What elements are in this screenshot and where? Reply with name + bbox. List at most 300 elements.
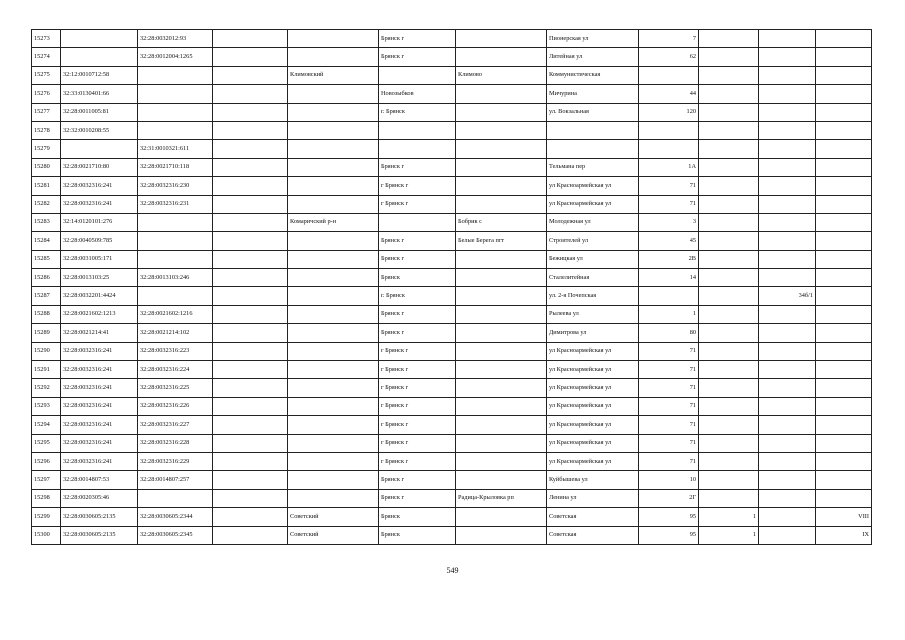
settlement-cell [456,103,547,121]
room-number-cell [816,30,872,48]
building-cadastral-number-cell [138,121,213,139]
table-row [32,103,872,121]
room-number-cell [816,250,872,268]
table-row [32,232,872,250]
row-number-cell: 15292 [32,379,61,397]
city-cell: Брянск г [379,305,456,323]
table-row [32,361,872,379]
city-cell [379,121,456,139]
extra-number-cell [213,434,288,452]
city-cell: Брянск г [379,158,456,176]
table-row [32,305,872,323]
extra-number-cell [213,397,288,415]
row-number-cell: 15279 [32,140,61,158]
settlement-cell: Климово [456,66,547,84]
city-cell: Новозыбков [379,85,456,103]
settlement-cell: Бобрик с [456,213,547,231]
district-cell [288,397,379,415]
district-cell [288,379,379,397]
district-cell [288,342,379,360]
letter-cell [759,452,816,470]
letter-cell [759,434,816,452]
building-number-cell [699,452,759,470]
settlement-cell [456,324,547,342]
table-row [32,324,872,342]
row-number-cell: 15278 [32,121,61,139]
building-number-cell [699,342,759,360]
letter-cell [759,140,816,158]
cadastral-number-cell: 32:28:0011005:81 [61,103,138,121]
settlement-cell [456,158,547,176]
city-cell: Брянск г [379,232,456,250]
extra-number-cell [213,140,288,158]
cadastral-number-cell: 32:28:0021214:41 [61,324,138,342]
table-row [32,397,872,415]
building-cadastral-number-cell [138,489,213,507]
extra-number-cell [213,287,288,305]
city-cell: Брянск г [379,250,456,268]
city-cell: г Брянск г [379,434,456,452]
table-row [32,416,872,434]
letter-cell [759,342,816,360]
settlement-cell: Радица-Крыловка рп [456,489,547,507]
cadastral-number-cell: 32:28:0014807:53 [61,471,138,489]
room-number-cell [816,489,872,507]
district-cell [288,434,379,452]
district-cell [288,305,379,323]
district-cell [288,471,379,489]
letter-cell [759,489,816,507]
row-number-cell: 15282 [32,195,61,213]
letter-cell [759,397,816,415]
row-number-cell: 15275 [32,66,61,84]
letter-cell [759,232,816,250]
table-row [32,213,872,231]
building-number-cell [699,471,759,489]
row-number-cell: 15290 [32,342,61,360]
building-number-cell [699,195,759,213]
building-number-cell [699,121,759,139]
house-number-cell: 71 [639,342,699,360]
house-number-cell [639,140,699,158]
building-cadastral-number-cell [138,213,213,231]
building-number-cell: 1 [699,526,759,544]
settlement-cell [456,85,547,103]
row-number-cell: 15299 [32,508,61,526]
settlement-cell [456,434,547,452]
building-cadastral-number-cell [138,250,213,268]
table-body [32,30,872,545]
row-number-cell: 15296 [32,452,61,470]
city-cell: Брянск г [379,30,456,48]
cadastral-number-cell: 32:28:0020305:46 [61,489,138,507]
row-number-cell: 15276 [32,85,61,103]
street-cell: ул Красноармейская ул [547,434,639,452]
row-number-cell: 15285 [32,250,61,268]
letter-cell: 34б/1 [759,287,816,305]
letter-cell [759,471,816,489]
district-cell: Комаричский р-н [288,213,379,231]
street-cell: Мичурина [547,85,639,103]
city-cell: Брянск г [379,489,456,507]
row-number-cell: 15291 [32,361,61,379]
building-number-cell [699,177,759,195]
building-cadastral-number-cell: 32:28:0014807:257 [138,471,213,489]
building-cadastral-number-cell: 32:28:0030605:2344 [138,508,213,526]
building-cadastral-number-cell: 32:28:0032316:229 [138,452,213,470]
city-cell: Брянск г [379,324,456,342]
building-number-cell [699,158,759,176]
letter-cell [759,508,816,526]
letter-cell [759,177,816,195]
building-number-cell [699,397,759,415]
room-number-cell: IX [816,526,872,544]
extra-number-cell [213,526,288,544]
cadastral-number-cell: 32:28:0013103:25 [61,269,138,287]
extra-number-cell [213,195,288,213]
room-number-cell [816,471,872,489]
settlement-cell [456,452,547,470]
cadastral-number-cell: 32:28:0021602:1213 [61,305,138,323]
extra-number-cell [213,103,288,121]
table-row [32,342,872,360]
extra-number-cell [213,121,288,139]
building-number-cell [699,103,759,121]
street-cell: Димитрова ул [547,324,639,342]
row-number-cell: 15297 [32,471,61,489]
district-cell [288,85,379,103]
district-cell [288,140,379,158]
table-row [32,471,872,489]
room-number-cell [816,232,872,250]
city-cell: Брянск [379,508,456,526]
page-number: 549 [446,566,459,575]
building-cadastral-number-cell: 32:28:0021710:118 [138,158,213,176]
building-cadastral-number-cell: 32:28:0032012:93 [138,30,213,48]
cadastral-number-cell: 32:28:0040509:785 [61,232,138,250]
row-number-cell: 15294 [32,416,61,434]
house-number-cell: 3 [639,213,699,231]
letter-cell [759,213,816,231]
extra-number-cell [213,85,288,103]
city-cell: г Брянск г [379,452,456,470]
room-number-cell [816,195,872,213]
table-row [32,434,872,452]
room-number-cell [816,48,872,66]
house-number-cell: 80 [639,324,699,342]
house-number-cell: 1А [639,158,699,176]
building-cadastral-number-cell: 32:31:0010321:611 [138,140,213,158]
building-number-cell [699,269,759,287]
street-cell: ул Красноармейская ул [547,177,639,195]
building-cadastral-number-cell: 32:28:0013103:246 [138,269,213,287]
city-cell: г Брянск г [379,397,456,415]
street-cell: ул. 2-я Почепская [547,287,639,305]
room-number-cell [816,121,872,139]
room-number-cell [816,324,872,342]
room-number-cell [816,213,872,231]
table-row [32,66,872,84]
room-number-cell [816,66,872,84]
building-number-cell [699,250,759,268]
letter-cell [759,48,816,66]
house-number-cell [639,287,699,305]
extra-number-cell [213,66,288,84]
row-number-cell: 15289 [32,324,61,342]
building-number-cell [699,85,759,103]
house-number-cell: 7 [639,30,699,48]
settlement-cell [456,508,547,526]
city-cell: Брянск [379,526,456,544]
city-cell: г. Брянск [379,287,456,305]
building-cadastral-number-cell: 32:28:0021214:102 [138,324,213,342]
cadastral-number-cell: 32:28:0032316:241 [61,434,138,452]
house-number-cell: 1 [639,305,699,323]
street-cell: Рылеева ул [547,305,639,323]
extra-number-cell [213,324,288,342]
building-number-cell [699,213,759,231]
city-cell: г Брянск г [379,195,456,213]
street-cell: Советская [547,526,639,544]
house-number-cell [639,121,699,139]
cadastral-number-cell: 32:14:0120101:276 [61,213,138,231]
district-cell [288,232,379,250]
cadastral-number-cell: 32:28:0032316:241 [61,397,138,415]
settlement-cell [456,177,547,195]
row-number-cell: 15284 [32,232,61,250]
house-number-cell: 71 [639,177,699,195]
letter-cell [759,66,816,84]
cadastral-number-cell [61,30,138,48]
street-cell: Бежицкая ул [547,250,639,268]
settlement-cell [456,121,547,139]
row-number-cell: 15295 [32,434,61,452]
extra-number-cell [213,305,288,323]
district-cell: Советский [288,508,379,526]
letter-cell [759,269,816,287]
cadastral-number-cell: 32:28:0032316:241 [61,342,138,360]
house-number-cell: 95 [639,526,699,544]
extra-number-cell [213,379,288,397]
cadastral-number-cell: 32:28:0032316:241 [61,177,138,195]
cadastral-number-cell: 32:28:0032316:241 [61,452,138,470]
city-cell: Брянск г [379,48,456,66]
settlement-cell [456,471,547,489]
extra-number-cell [213,30,288,48]
building-cadastral-number-cell: 32:28:0032316:226 [138,397,213,415]
room-number-cell [816,177,872,195]
street-cell: ул. Вокзальная [547,103,639,121]
building-cadastral-number-cell: 32:28:0032316:224 [138,361,213,379]
extra-number-cell [213,361,288,379]
building-cadastral-number-cell [138,85,213,103]
building-cadastral-number-cell: 32:28:0012004:1265 [138,48,213,66]
city-cell: г Брянск г [379,416,456,434]
property-table [31,29,872,545]
settlement-cell [456,250,547,268]
letter-cell [759,195,816,213]
building-number-cell [699,66,759,84]
house-number-cell: 2Г [639,489,699,507]
building-cadastral-number-cell: 32:28:0032316:227 [138,416,213,434]
cadastral-number-cell: 32:28:0030605:2135 [61,508,138,526]
cadastral-number-cell: 32:12:0010712:58 [61,66,138,84]
building-number-cell [699,287,759,305]
row-number-cell: 15286 [32,269,61,287]
building-cadastral-number-cell [138,232,213,250]
extra-number-cell [213,508,288,526]
district-cell [288,361,379,379]
city-cell: г. Брянск [379,103,456,121]
table-row [32,195,872,213]
room-number-cell: VIII [816,508,872,526]
building-cadastral-number-cell: 32:28:0032316:225 [138,379,213,397]
city-cell [379,213,456,231]
street-cell: Молодежная ул [547,213,639,231]
building-cadastral-number-cell: 32:28:0030605:2345 [138,526,213,544]
letter-cell [759,158,816,176]
row-number-cell: 15280 [32,158,61,176]
room-number-cell [816,379,872,397]
street-cell: ул Красноармейская ул [547,379,639,397]
district-cell: Климовский [288,66,379,84]
row-number-cell: 15298 [32,489,61,507]
letter-cell [759,30,816,48]
street-cell: ул Красноармейская ул [547,416,639,434]
building-number-cell [699,416,759,434]
building-cadastral-number-cell: 32:28:0021602:1216 [138,305,213,323]
house-number-cell: 95 [639,508,699,526]
settlement-cell [456,48,547,66]
house-number-cell: 71 [639,416,699,434]
district-cell [288,103,379,121]
table-row [32,85,872,103]
letter-cell [759,361,816,379]
settlement-cell [456,416,547,434]
extra-number-cell [213,177,288,195]
city-cell: Брянск г [379,471,456,489]
building-number-cell [699,361,759,379]
street-cell: Строителей ул [547,232,639,250]
row-number-cell: 15274 [32,48,61,66]
settlement-cell [456,305,547,323]
cadastral-number-cell: 32:32:0010208:55 [61,121,138,139]
table-row [32,30,872,48]
cadastral-number-cell: 32:33:0130401:66 [61,85,138,103]
building-number-cell [699,305,759,323]
district-cell [288,287,379,305]
district-cell [288,48,379,66]
cadastral-number-cell: 32:28:0032316:241 [61,379,138,397]
table-row [32,269,872,287]
row-number-cell: 15277 [32,103,61,121]
city-cell: г Брянск г [379,379,456,397]
settlement-cell [456,30,547,48]
street-cell: Сталелитейная [547,269,639,287]
city-cell: Брянск [379,269,456,287]
street-cell: ул Красноармейская ул [547,195,639,213]
city-cell: г Брянск г [379,342,456,360]
district-cell [288,158,379,176]
table-row [32,158,872,176]
settlement-cell [456,269,547,287]
letter-cell [759,379,816,397]
district-cell [288,324,379,342]
room-number-cell [816,361,872,379]
street-cell: ул Красноармейская ул [547,361,639,379]
settlement-cell [456,526,547,544]
building-cadastral-number-cell: 32:28:0032316:231 [138,195,213,213]
row-number-cell: 15287 [32,287,61,305]
table-row [32,140,872,158]
row-number-cell: 15293 [32,397,61,415]
district-cell: Советский [288,526,379,544]
settlement-cell [456,195,547,213]
room-number-cell [816,140,872,158]
letter-cell [759,416,816,434]
building-number-cell [699,489,759,507]
cadastral-number-cell: 32:28:0032316:241 [61,195,138,213]
settlement-cell [456,397,547,415]
table-row [32,452,872,470]
letter-cell [759,121,816,139]
extra-number-cell [213,48,288,66]
building-number-cell: 1 [699,508,759,526]
room-number-cell [816,397,872,415]
district-cell [288,177,379,195]
extra-number-cell [213,232,288,250]
cadastral-number-cell: 32:28:0021710:80 [61,158,138,176]
extra-number-cell [213,342,288,360]
extra-number-cell [213,269,288,287]
settlement-cell [456,287,547,305]
street-cell: Коммунистическая [547,66,639,84]
table-row [32,48,872,66]
cadastral-number-cell: 32:28:0031005:171 [61,250,138,268]
house-number-cell: 71 [639,379,699,397]
room-number-cell [816,452,872,470]
house-number-cell: 71 [639,397,699,415]
building-cadastral-number-cell [138,287,213,305]
letter-cell [759,103,816,121]
room-number-cell [816,416,872,434]
letter-cell [759,85,816,103]
settlement-cell [456,361,547,379]
settlement-cell [456,140,547,158]
letter-cell [759,250,816,268]
street-cell: Советская [547,508,639,526]
extra-number-cell [213,489,288,507]
street-cell: Куйбышева ул [547,471,639,489]
street-cell: Пионерская ул [547,30,639,48]
extra-number-cell [213,213,288,231]
building-number-cell [699,30,759,48]
room-number-cell [816,305,872,323]
extra-number-cell [213,452,288,470]
house-number-cell: 45 [639,232,699,250]
room-number-cell [816,287,872,305]
house-number-cell: 62 [639,48,699,66]
house-number-cell [639,66,699,84]
room-number-cell [816,342,872,360]
table-row [32,489,872,507]
cadastral-number-cell [61,140,138,158]
extra-number-cell [213,250,288,268]
street-cell: Тельмана пер [547,158,639,176]
district-cell [288,269,379,287]
row-number-cell: 15281 [32,177,61,195]
district-cell [288,195,379,213]
